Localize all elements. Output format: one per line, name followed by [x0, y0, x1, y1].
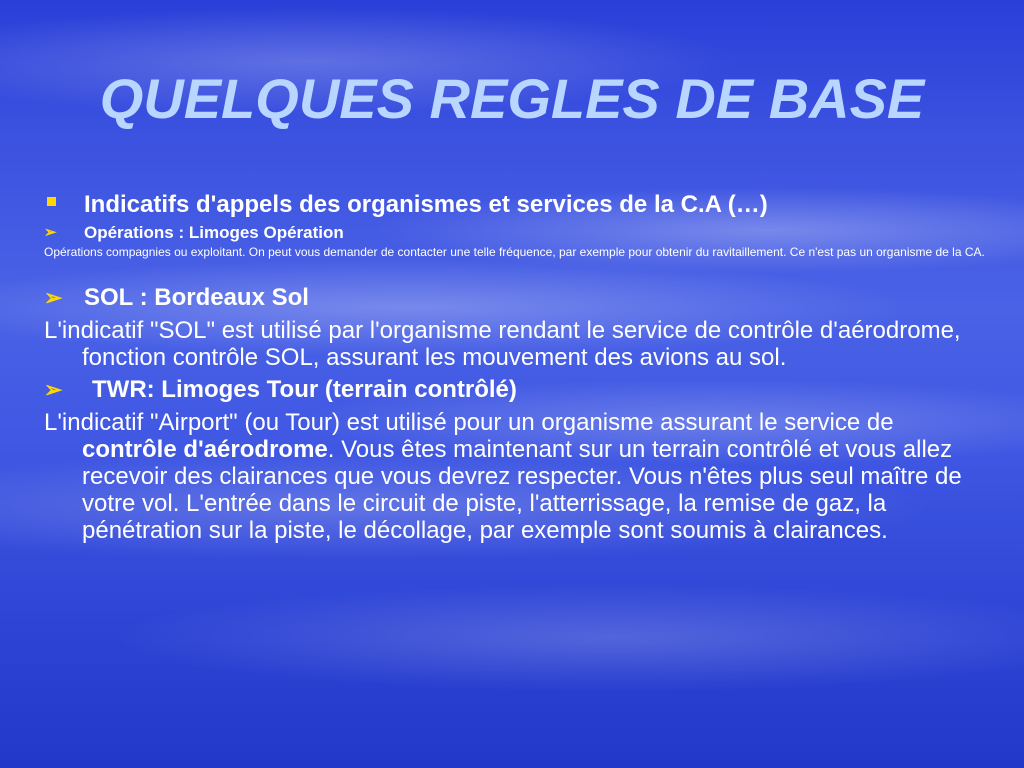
section1-heading: Indicatifs d'appels des organismes et services de la C.A (…) — [84, 191, 768, 218]
section3-heading-row — [44, 373, 994, 407]
arrow-bullet-icon: ➢ — [44, 377, 63, 402]
section3-heading: TWR: Limoges Tour (terrain contrôlé) — [92, 376, 517, 403]
arrow-bullet-icon: ➢ — [44, 224, 57, 241]
section2-heading: SOL : Bordeaux Sol — [84, 284, 309, 311]
slide-title: QUELQUES REGLES DE BASE — [99, 67, 925, 130]
section2-text: L'indicatif "SOL" est utilisé par l'organisme rendant le service de contrôle d'aérodrome, fonction contrôle SOL, assurant les mouvement des avions au sol. — [44, 317, 961, 371]
section3-text-bold: contrôle d'aérodrome — [82, 436, 328, 463]
section1-subheading-row — [44, 222, 994, 244]
square-bullet-icon — [47, 197, 56, 206]
section3-text — [44, 409, 994, 544]
section1-subheading: Opérations : Limoges Opération — [84, 223, 344, 242]
section1-text: Opérations compagnies ou exploitant. On peut vous demander de contacter une telle fréquence, par exemple pour obtenir du ravitaillement. Ce n'est pas un organisme de la CA. — [44, 245, 985, 259]
section2-heading-row — [44, 281, 994, 315]
slide-content — [44, 188, 994, 544]
section3-text-before: L'indicatif "Airport" (ou Tour) est utilisé pour un organisme assurant le service de — [44, 409, 894, 436]
section3-text-after: . Vous êtes maintenant sur un terrain contrôlé et vous allez recevoir des clairances que vous devrez respecter. Vous n'êtes plus seul maître de votre vol. L'entrée dans le circuit de piste, l'atterrissage, la remise de gaz, la pénétration sur la piste, le décollage, par exemple sont soumis à clairances. — [82, 436, 962, 544]
section1-heading-row — [44, 188, 994, 222]
arrow-bullet-icon: ➢ — [44, 285, 63, 310]
